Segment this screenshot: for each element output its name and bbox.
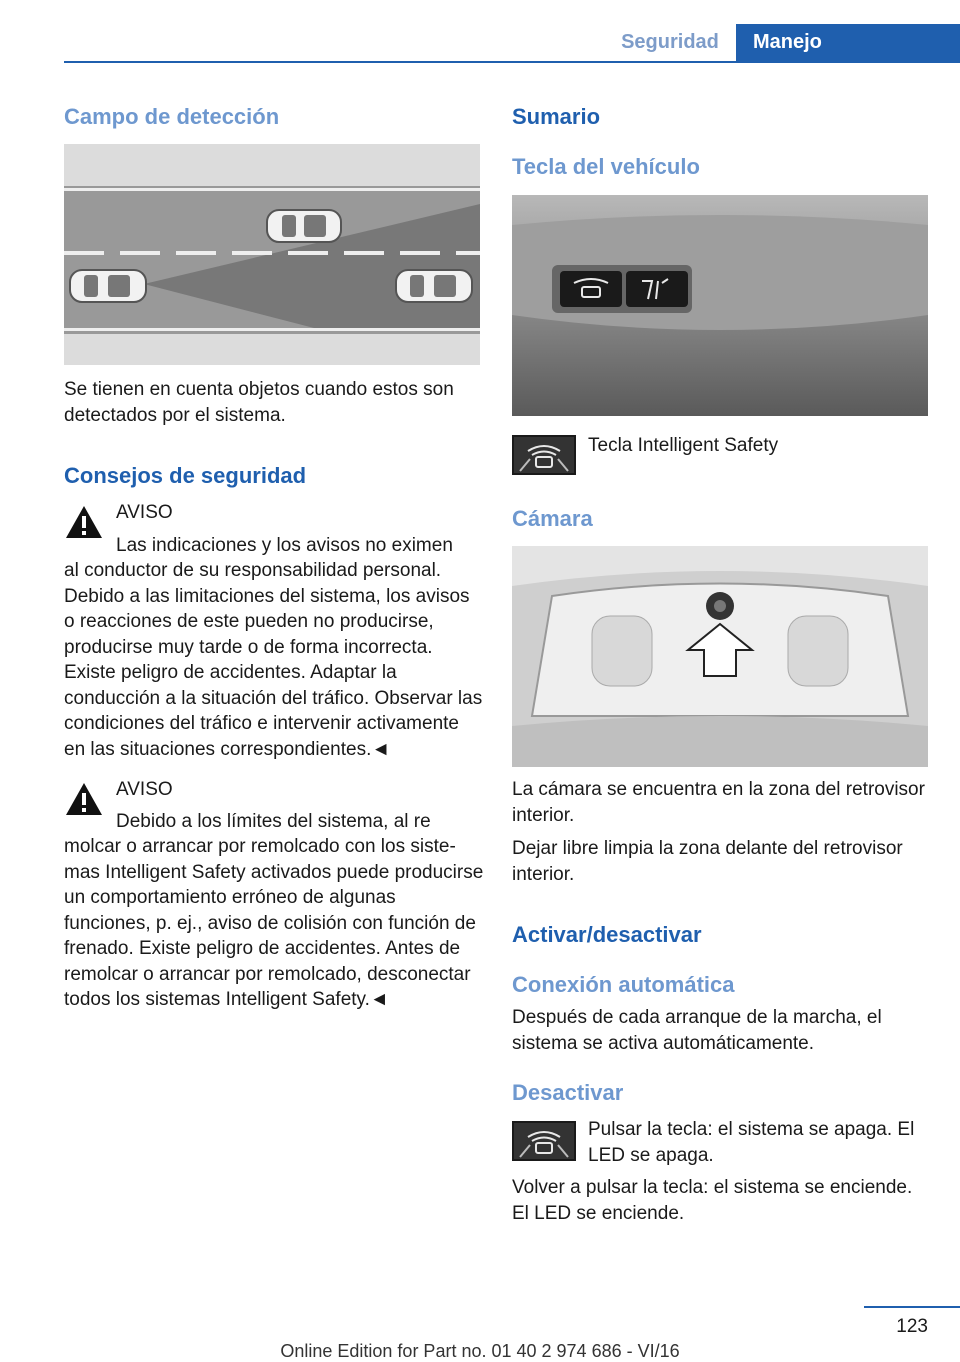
page-number: 123 [896, 1316, 928, 1337]
warning2-first-line: Debido a los límites del sistema, al re [116, 811, 431, 832]
header-rule [64, 61, 960, 63]
intelligent-safety-key-icon [512, 1121, 576, 1161]
summary-heading: Sumario [512, 104, 601, 129]
warning2-label: AVISO [116, 779, 173, 800]
safety-heading: Consejos de seguridad [64, 463, 307, 488]
tab-seguridad[interactable]: Seguridad [621, 31, 719, 53]
warning1-label: AVISO [116, 502, 173, 523]
warning-icon [64, 781, 104, 817]
camera-heading: Cámara [512, 506, 593, 531]
vehicle-key-photo [512, 195, 928, 416]
footer-rule [864, 1306, 960, 1308]
detection-field-illustration [64, 144, 480, 365]
detection-text: Se tienen en cuenta objetos cuando estos son detectados por el sistema. [64, 379, 454, 426]
warning1-first-line: Las indicaciones y los avisos no eximen [116, 535, 453, 556]
auto-connection-heading: Conexión automática [512, 972, 735, 997]
intelligent-safety-key-icon [512, 435, 576, 475]
key-caption: Tecla Intelligent Safety [588, 435, 779, 456]
detection-heading: Campo de detección [64, 104, 280, 129]
deactivate-heading: Desactivar [512, 1080, 624, 1105]
warning-icon [64, 504, 104, 540]
warning2-body: molcar o arrancar por remolcado con los sistemas Intelligent Safety activados puede producirse un comportamiento erróneo de algunas funciones, p. ej., aviso de colisión con función de frenado. Existe peligro de accidentes. Antes de remolcar o arrancar por remolcado, desconectar todos los sistemas Intelligent Safety.◄ [64, 836, 484, 1010]
activate-deactivate-heading: Activar/desactivar [512, 922, 702, 947]
warning1-body: al conductor de su responsabilidad personal. Debido a las limitaciones del sistema, los avisos o reacciones de este pueden no producirse, producirse muy tarde o de forma incorrecta. Existe peligro de accidentes. Adaptar la conducción a la situación del tráfico. Observar las condiciones del tráfico e intervenir activamente en las situaciones correspondientes.◄ [64, 560, 483, 760]
camera-photo [512, 546, 928, 767]
camera-clear-text: Dejar libre limpia la zona delante del retrovisor interior. [512, 838, 903, 885]
tab-manejo[interactable]: Manejo [736, 24, 960, 61]
edition-note: Online Edition for Part no. 01 40 2 974 686 - VI/16 [280, 1341, 680, 1361]
deactivate-text: Pulsar la tecla: el sistema se apaga. El LED se apaga. [588, 1119, 915, 1166]
reactivate-text: Volver a pulsar la tecla: el sistema se enciende. El LED se enciende. [512, 1177, 913, 1224]
auto-connection-text: Después de cada arranque de la marcha, el sistema se activa automáticamente. [512, 1007, 882, 1054]
vehicle-key-heading: Tecla del vehículo [512, 154, 700, 179]
camera-location-text: La cámara se encuentra en la zona del retrovisor interior. [512, 779, 925, 826]
